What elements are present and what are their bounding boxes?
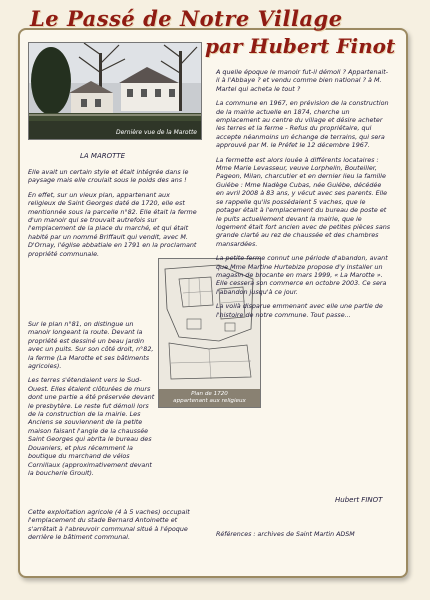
page-title: Le Passé de Notre Village <box>30 6 343 31</box>
paragraph: La fermette est alors louée à différents locataires : Mme Marie Levasseur, veuve Lorphelin, Bouteiller, Pageon, Milan, charcutier et en dernier lieu la famille Guiébe : Mme Nadège Cubas, née Guiébe, décédée en avril 2008 à 83 ans, y vécut avec ses parents. Elle se rappelle qu'ils possédaient 5 vaches, que le potager était à l'emplacement du bureau de poste et le puits actuellement devant la mairie, que le logement était fort ancien avec de petites pièces sans grande clarté au rez de chaussée et des chambres mansardées. <box>216 155 391 248</box>
paragraph: La petite ferme connut une période d'abandon, avant que Mme Martine Hurtebize propose d'y installer un magasin de brocante en mars 1999, « La Marotte ». Elle cessera son commerce en octobre 2003. Ce sera l'abandon jusqu'à ce jour. <box>216 254 388 296</box>
section-title: LA MAROTTE <box>80 152 126 160</box>
paragraph: Sur le plan n°81, on distingue un manoir longeant la route. Devant la propriété est dessiné un beau jardin avec un puits. Sur son côté droit, n°82, la ferme (La Marotte et ses bâtiments agricoles). <box>28 320 154 371</box>
author-signature: Hubert FINOT <box>335 496 383 504</box>
photo-marotte <box>28 42 202 140</box>
left-column-middle <box>28 320 156 483</box>
paragraph: Elle avait un certain style et était intégrée dans le paysage mais elle croulait sous le poids des ans ! <box>28 168 189 185</box>
left-column-top <box>28 168 200 264</box>
paragraph: La commune en 1967, en prévision de la construction de la mairie actuelle en 1874, cherche un emplacement au centre du village et désire acheter les terres et la ferme - Refus du propriétaire, qui accepte néanmoins un échange de terrains, qui sera approuvé par M. le Préfet le 12 décembre 1967. <box>216 99 389 150</box>
paragraph: Les terres s'étendaient vers le Sud-Ouest. Elles étaient clôturées de murs dont une partie a été préservée devant le presbytère. Le reste fut démoli lors de la construction de la mairie. Les Anciens se souviennent de la petite maison faisant l'angle de la chaussée Saint Georges qui abrita le bureau des Douaniers, et plus récemment la boutique du marchand de vélos Cornillaux (approximativement devant la boucherie Groult). <box>28 376 155 477</box>
plan-caption-line1: Plan de 1720 <box>191 391 228 397</box>
paragraph: Cette exploitation agricole (4 à 5 vaches) occupait l'emplacement du stade Bernard Antoinette et s'arrêtait à l'abreuvoir communal situé à l'époque derrière le bâtiment communal. <box>28 508 190 542</box>
right-column <box>216 68 391 325</box>
photo-caption: Dernière vue de la Marotte <box>115 129 197 136</box>
page-subtitle-author: par Hubert Finot <box>205 34 396 58</box>
references: Références : archives de Saint Martin ADSM <box>216 531 355 538</box>
plan-caption <box>159 389 260 407</box>
left-column-bottom <box>28 508 200 548</box>
paragraph: En effet, sur un vieux plan, appartenant aux religieux de Saint Georges daté de 1720, elle est mentionnée sous la parcelle n°82. Elle était la ferme d'un manoir qui se trouvait autrefois sur l'emplacement de la place du marché, et qui était habité par un nommé Briffault qui vendit, avec M. D'Ornay, l'église abbatiale en 1791 en la proclamant propriété communale. <box>28 190 197 258</box>
photo-illustration <box>29 43 201 139</box>
paragraph: A quelle époque le manoir fut-il démoli ? Appartenait-il à l'Abbaye ? et vendu comme bien national ? à M. Martel qui acheta le tout ? <box>216 68 389 93</box>
plan-caption-line2: appartenant aux religieux <box>173 398 246 404</box>
paragraph: La voilà disparue emmenant avec elle une partie de l'histoire de notre commune. Tout passe... <box>216 302 383 319</box>
